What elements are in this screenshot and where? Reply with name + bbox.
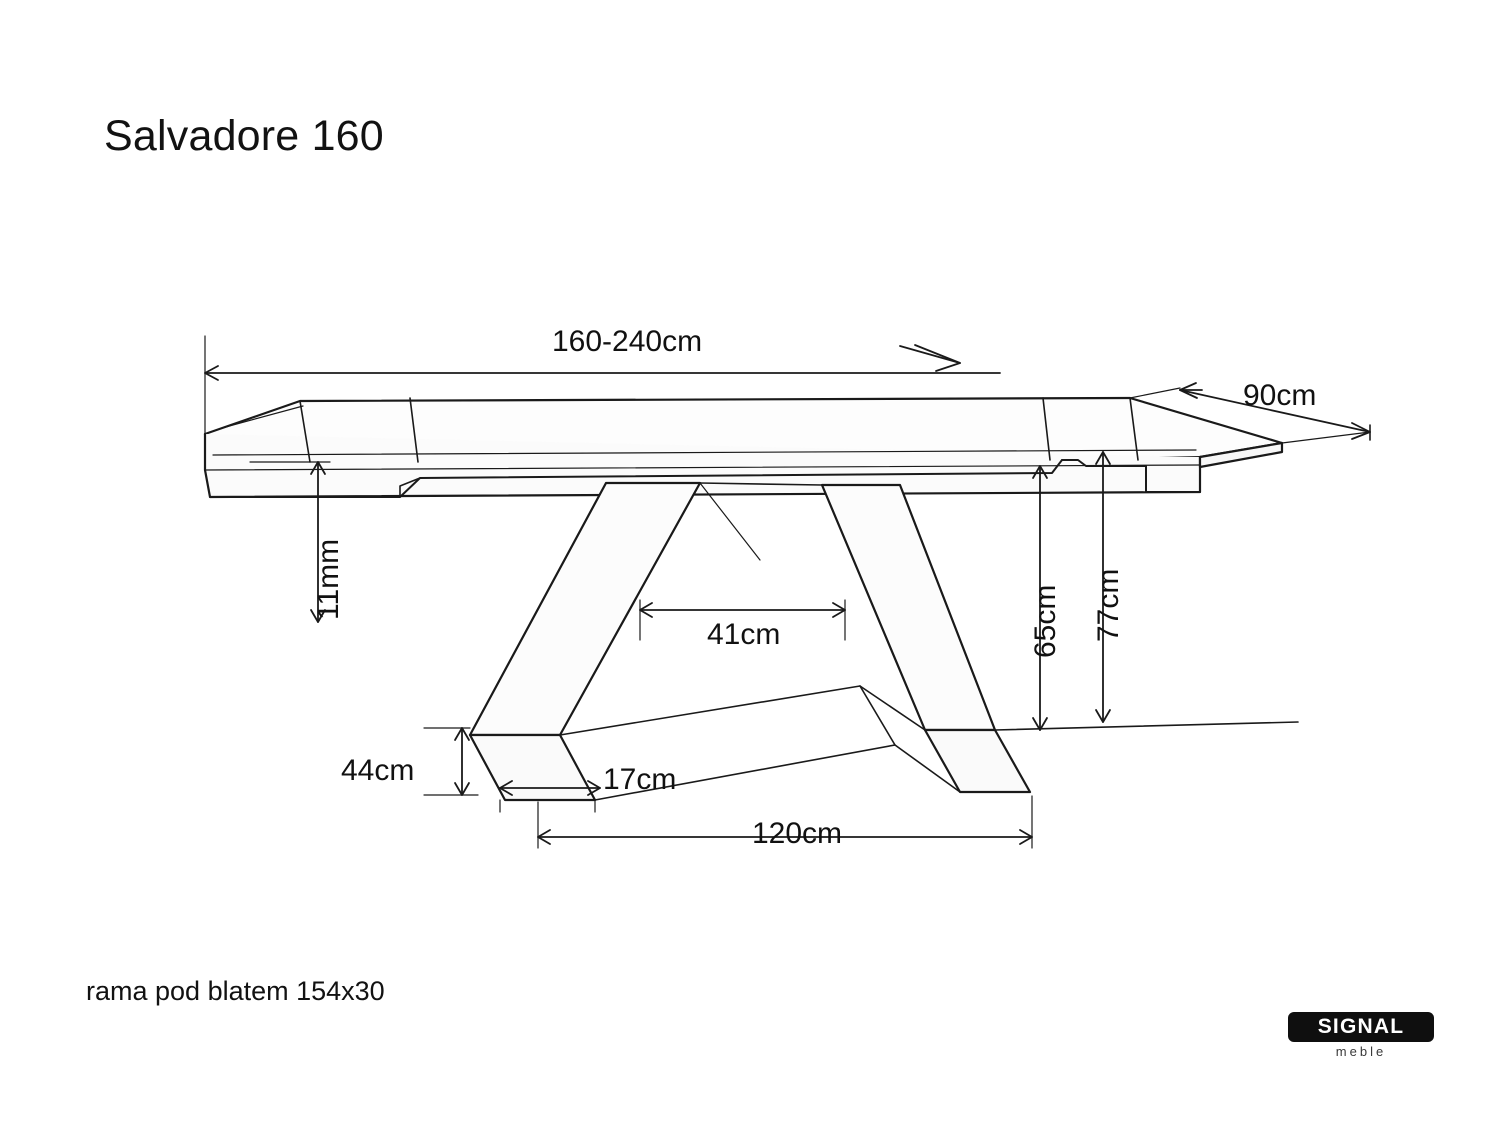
dimension-label-thickness: 11mm <box>312 538 345 620</box>
dimension-label-depth: 90cm <box>1243 379 1317 412</box>
dimension-label-height-total: 77cm <box>1092 568 1125 642</box>
dimension-label-foot-depth: 44cm <box>341 754 415 787</box>
dimension-label-base-span: 120cm <box>752 817 843 850</box>
logo-brand-name: SIGNAL <box>1317 1015 1405 1038</box>
dimension-label-foot-width: 17cm <box>603 763 677 796</box>
dimension-label-height-under: 65cm <box>1029 584 1062 658</box>
logo-tagline: meble <box>1335 1044 1387 1059</box>
frame-note: rama pod blatem 154x30 <box>86 976 385 1006</box>
page-title: Salvadore 160 <box>104 112 384 160</box>
table-leg-right <box>822 485 1030 792</box>
signal-meble-logo <box>1288 1012 1434 1064</box>
table-leg-left <box>470 483 700 800</box>
dimension-label-leg-top: 41cm <box>707 618 781 651</box>
table-top-outline <box>205 398 1282 497</box>
dimension-label-length: 160-240cm <box>552 325 703 358</box>
